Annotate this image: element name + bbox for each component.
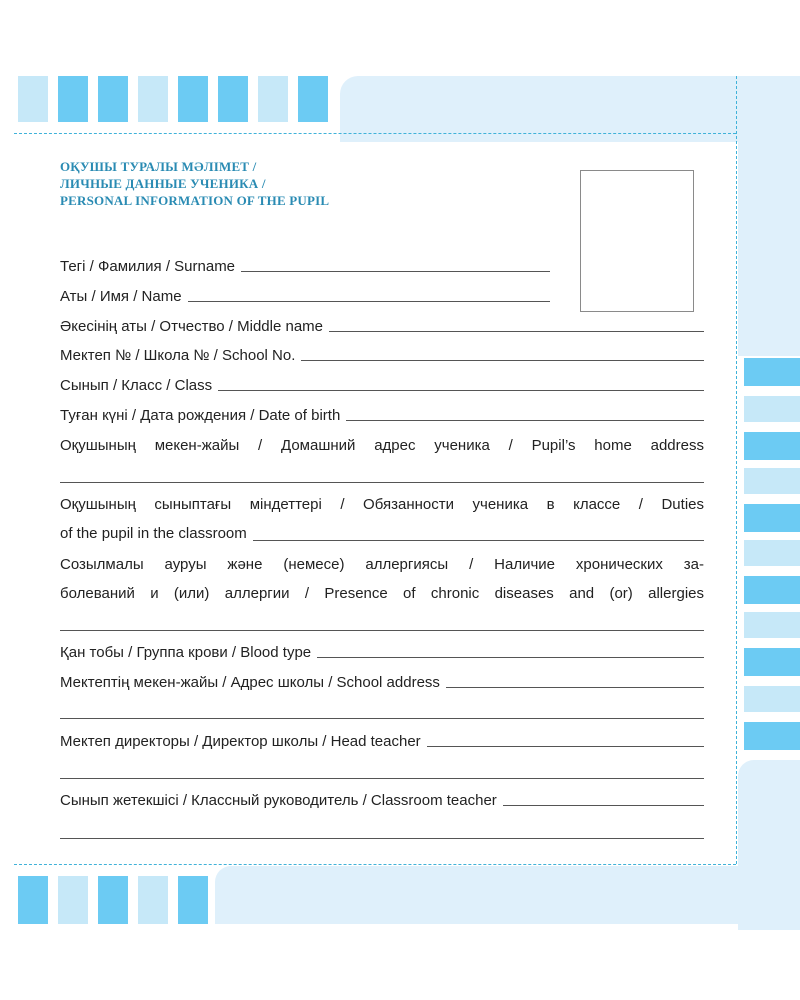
date-of-birth-field[interactable] [60, 407, 704, 424]
bottom-square-5 [178, 876, 208, 924]
right-stripe-11 [744, 722, 800, 750]
surname-field[interactable] [60, 258, 550, 275]
page-title [60, 158, 540, 209]
class-label: Сынып / Класс / Class [60, 377, 213, 394]
top-square-7 [258, 76, 288, 122]
name-line[interactable] [188, 301, 550, 302]
school-address-label: Мектептің мекен-жайы / Адрес школы / School address [60, 674, 440, 691]
top-square-3 [98, 76, 128, 122]
top-square-6 [218, 76, 248, 122]
top-square-8 [298, 76, 328, 122]
head-teacher-field[interactable] [60, 733, 704, 750]
home-address-label: Оқушының мекен-жайы / Домашний адрес ученика / Pupil’s home address [60, 437, 704, 454]
right-side-panel [738, 76, 800, 356]
classroom-teacher-line-2[interactable] [60, 838, 704, 839]
middle-name-label: Әкесінің аты / Отчество / Middle name [60, 318, 324, 335]
date-of-birth-line[interactable] [346, 420, 704, 421]
surname-line[interactable] [241, 271, 550, 272]
title-russian: ЛИЧНЫЕ ДАННЫЕ УЧЕНИКА / [60, 176, 266, 191]
duties-label-line1: Оқушының сыныптағы міндеттері / Обязанности ученика в классе / Duties [60, 496, 704, 513]
right-stripe-1 [744, 358, 800, 386]
top-square-4 [138, 76, 168, 122]
bottom-panel [215, 866, 800, 924]
right-stripe-9 [744, 648, 800, 676]
top-dashed-line [14, 133, 736, 134]
home-address-field [60, 437, 704, 454]
class-field[interactable] [60, 377, 704, 394]
right-stripe-3 [744, 432, 800, 460]
middle-name-line[interactable] [329, 331, 704, 332]
blood-type-field[interactable] [60, 644, 704, 661]
head-teacher-line-2[interactable] [60, 778, 704, 779]
blood-type-label: Қан тобы / Группа крови / Blood type [60, 644, 312, 661]
classroom-teacher-line[interactable] [503, 805, 704, 806]
right-stripe-8 [744, 612, 800, 638]
top-square-2 [58, 76, 88, 122]
duties-line[interactable] [253, 540, 704, 541]
right-stripe-7 [744, 576, 800, 604]
duties-field [60, 490, 704, 548]
bottom-square-1 [18, 876, 48, 924]
head-teacher-line[interactable] [427, 746, 704, 747]
class-line[interactable] [218, 390, 704, 391]
chronic-diseases-field [60, 550, 704, 608]
school-address-field[interactable] [60, 674, 704, 691]
classroom-teacher-label: Сынып жетекшісі / Классный руководитель / Classroom teacher [60, 792, 497, 809]
duties-last-row [60, 519, 704, 548]
photo-placeholder [580, 170, 694, 312]
school-no-field[interactable] [60, 347, 704, 364]
right-stripe-6 [744, 540, 800, 566]
date-of-birth-label: Туған күні / Дата рождения / Date of birth [60, 407, 341, 424]
middle-name-field[interactable] [60, 318, 704, 335]
right-stripe-10 [744, 686, 800, 712]
name-label: Аты / Имя / Name [60, 288, 182, 305]
right-stripe-5 [744, 504, 800, 532]
title-kazakh: ОҚУШЫ ТУРАЛЫ МӘЛІМЕТ / [60, 159, 257, 174]
blood-type-line[interactable] [317, 657, 704, 658]
duties-label-line2: of the pupil in the classroom [60, 525, 247, 542]
school-address-line-2[interactable] [60, 718, 704, 719]
right-stripe-2 [744, 396, 800, 422]
chronic-label-line1: Созылмалы ауруы және (немесе) аллергиясы / Наличие хронических за- [60, 556, 704, 573]
chronic-label-line2: болеваний и (или) аллергии / Presence of chronic diseases and (or) allergies [60, 585, 704, 602]
school-no-label: Мектеп № / Школа № / School No. [60, 347, 296, 364]
right-dashed-line [736, 76, 737, 864]
top-square-5 [178, 76, 208, 122]
school-address-line[interactable] [446, 687, 704, 688]
right-stripe-4 [744, 468, 800, 494]
bottom-square-3 [98, 876, 128, 924]
title-english: PERSONAL INFORMATION OF THE PUPIL [60, 193, 330, 208]
classroom-teacher-field[interactable] [60, 792, 704, 809]
surname-label: Тегі / Фамилия / Surname [60, 258, 236, 275]
name-field[interactable] [60, 288, 550, 305]
head-teacher-label: Мектеп директоры / Директор школы / Head teacher [60, 733, 421, 750]
bottom-dashed-line [14, 864, 736, 865]
chronic-diseases-line[interactable] [60, 630, 704, 631]
bottom-square-4 [138, 876, 168, 924]
home-address-line[interactable] [60, 482, 704, 483]
school-no-line[interactable] [301, 360, 704, 361]
top-square-1 [18, 76, 48, 122]
bottom-square-2 [58, 876, 88, 924]
